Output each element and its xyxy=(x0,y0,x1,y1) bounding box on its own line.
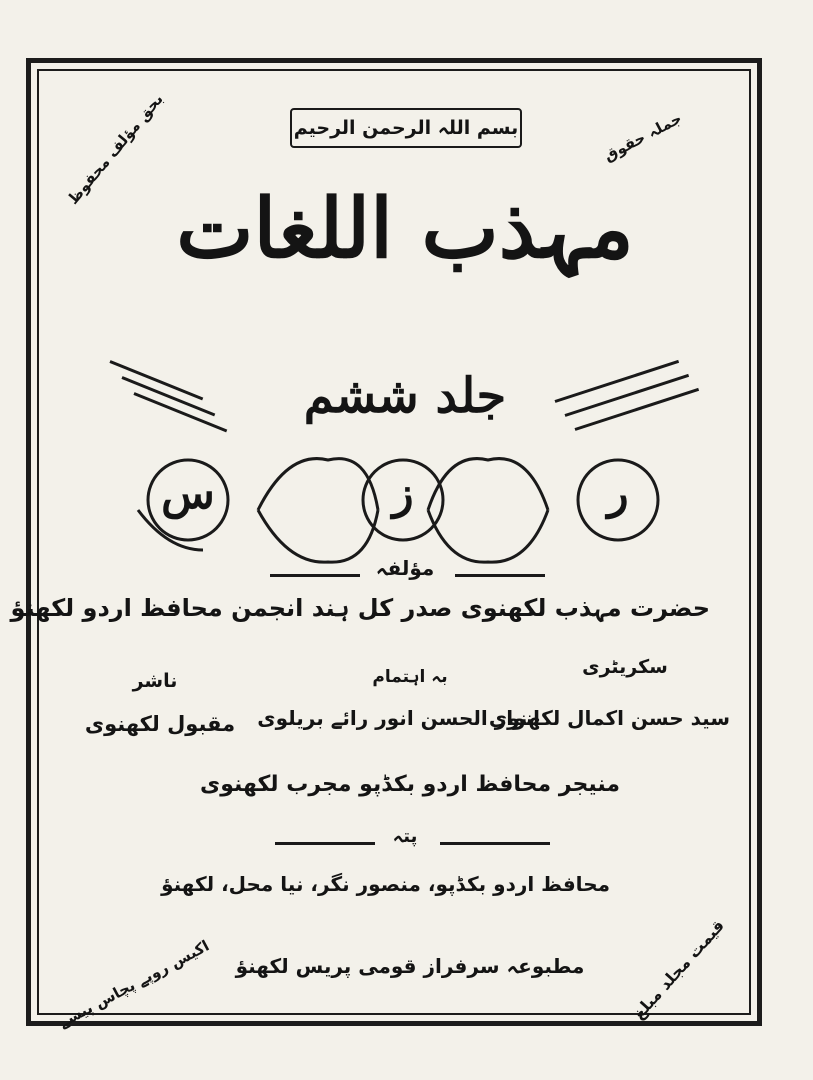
basmala-text: بسم اللہ الرحمن الرحیم xyxy=(293,117,519,139)
copyright-note-left: بحق مؤلف محفوظ xyxy=(63,90,167,208)
price-label: قیمت مجلد مبلغ xyxy=(628,915,728,1024)
publisher-name: مقبول لکھنوی xyxy=(84,712,236,736)
volume-label: جلد ششم xyxy=(303,368,507,424)
address-line: محافظ اردو بکڈپو، منصور نگر، نیا محل، لکھنؤ xyxy=(161,872,610,896)
copyright-note-right: جملہ حقوق xyxy=(600,108,685,166)
basmala-box xyxy=(290,108,522,148)
secretary-name: سید حسن اکمال لکھنوی xyxy=(488,706,730,730)
price-value: اکیس روپے پچاس پیسے xyxy=(55,936,213,1032)
author-label: مؤلفہ xyxy=(375,556,435,580)
publisher-label: ناشر xyxy=(132,670,178,692)
supervision-name: انوار الحسن انور رائے بریلوی xyxy=(257,706,540,730)
letter-ze: ز xyxy=(392,468,414,519)
book-title: مہذب اللغات xyxy=(176,181,634,277)
letter-re: ر xyxy=(607,468,629,519)
address-rule-right xyxy=(440,842,550,845)
letter-sin: س xyxy=(161,468,215,519)
secretary-label: سکریٹری xyxy=(582,656,668,678)
manager-line: منیجر محافظ اردو بکڈپو مجرب لکھنوی xyxy=(200,772,620,797)
address-label: پتہ xyxy=(392,826,418,847)
supervision-label: بہ اہتمام xyxy=(372,667,448,687)
printer-line: مطبوعہ سرفراز قومی پریس لکھنؤ xyxy=(235,954,585,978)
author-line: حضرت مہذب لکھنوی صدر کل ہند انجمن محافظ اردو لکھنؤ xyxy=(10,594,710,622)
